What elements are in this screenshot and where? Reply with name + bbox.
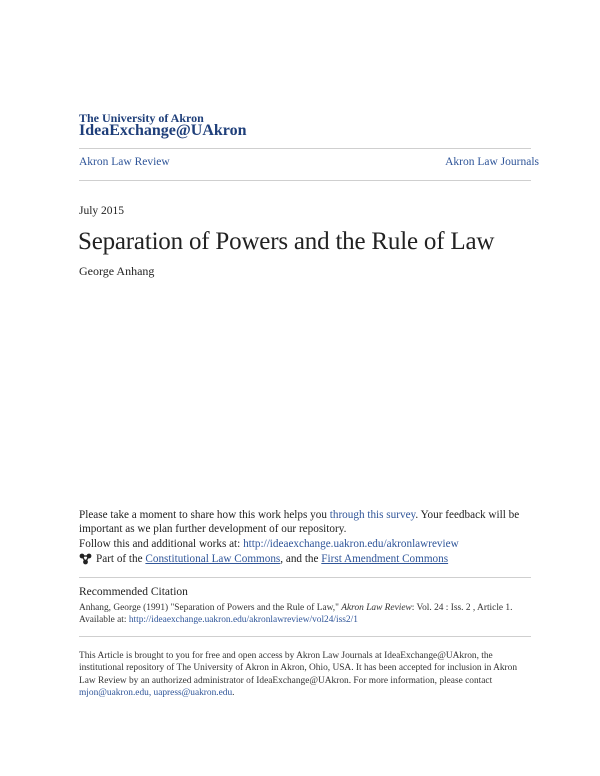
citation-text xyxy=(79,602,531,627)
constitutional-law-commons-link[interactable]: Constitutional Law Commons xyxy=(145,553,281,565)
share-paragraph xyxy=(79,508,531,536)
first-amendment-commons-link[interactable]: First Amendment Commons xyxy=(321,553,449,565)
notice-divider xyxy=(79,636,531,637)
university-name: The University of Akron xyxy=(79,111,204,125)
follow-line xyxy=(79,537,531,551)
recommended-citation-heading: Recommended Citation xyxy=(79,586,188,598)
akron-law-review-link[interactable]: Akron Law Review xyxy=(79,156,170,168)
header-divider xyxy=(79,148,531,149)
contact-emails-link[interactable]: mjon@uakron.edu, uapress@uakron.edu xyxy=(79,688,233,699)
follow-label: Follow this and additional works at: xyxy=(79,538,244,550)
part-of-prefix: Part of the xyxy=(96,553,146,565)
available-url-link[interactable]: http://ideaexchange.uakron.edu/akronlawreview/vol24/iss2/1 xyxy=(128,615,358,626)
citation-journal: Akron Law Review xyxy=(341,603,412,613)
part-of-line xyxy=(79,553,448,565)
share-text-before: Please take a moment to share how this work helps you xyxy=(79,509,330,521)
nav-divider xyxy=(79,180,531,181)
follow-url-link[interactable]: http://ideaexchange.uakron.edu/akronlawreview xyxy=(243,538,459,550)
notice-end: . xyxy=(232,688,235,699)
article-title: Separation of Powers and the Rule of Law xyxy=(78,228,495,255)
access-notice xyxy=(79,650,531,700)
network-icon xyxy=(79,553,92,565)
part-of-middle: , and the xyxy=(280,553,322,565)
publication-date: July 2015 xyxy=(79,205,125,217)
repository-name[interactable]: IdeaExchange@UAkron xyxy=(79,122,247,139)
akron-law-journals-link[interactable]: Akron Law Journals xyxy=(445,156,539,168)
notice-text: This Article is brought to you for free and open access by Akron Law Journals at IdeaExchange@UAkron, the institutional repository of The University of Akron in Akron, Ohio, USA. It has been accepted for inclusion in Akron Law Review by an authorized administrator of IdeaExchange@UAkron. For more information, please contact xyxy=(79,651,518,686)
recommended-divider xyxy=(79,577,531,578)
citation-main: Anhang, George (1991) "Separation of Powers and the Rule of Law," xyxy=(79,603,342,613)
available-label: Available at: xyxy=(79,615,129,626)
share-text-after: . Your feedback will be important as we plan further development of our repository. xyxy=(79,509,520,536)
citation-rest: : Vol. 24 : Iss. 2 , Article 1. xyxy=(411,603,513,613)
survey-link[interactable]: through this survey xyxy=(329,509,416,521)
article-author: George Anhang xyxy=(79,264,155,278)
